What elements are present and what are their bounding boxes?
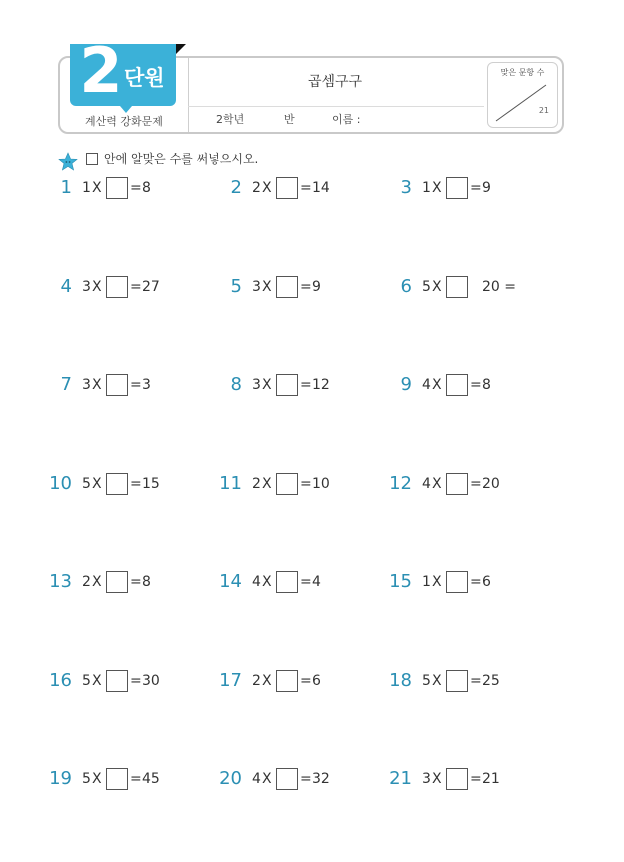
times-sign: X [432,574,442,590]
equals-sign: = [130,673,142,689]
multiplicand: 3 [82,279,91,295]
answer-box[interactable] [106,473,128,495]
instruction-text: 안에 알맞은 수를 써넣으시오. [104,152,259,166]
times-sign: X [262,476,272,492]
multiplicand: 5 [422,673,431,689]
answer-box[interactable] [446,276,468,298]
equals-sign: = [300,377,312,393]
problem-20 [219,766,392,792]
equals-sign: = [130,476,142,492]
page-title: 곱셈구구 [307,74,363,90]
problem-number: 19 [49,768,72,789]
product: 3 [142,377,151,393]
problem-8 [222,372,392,398]
problem-6 [392,274,562,300]
multiplicand: 5 [82,673,91,689]
times-sign: X [262,377,272,393]
times-sign: X [92,771,102,787]
problem-number: 15 [389,571,412,592]
equals-sign: = [300,771,312,787]
unit-badge-pointer [120,106,132,113]
problem-number: 4 [60,276,72,297]
problem-number: 20 [219,768,242,789]
answer-box[interactable] [106,177,128,199]
product: 9 [312,279,321,295]
class-label: 반 [284,113,295,126]
problem-number: 16 [49,670,72,691]
multiplicand: 5 [82,476,91,492]
multiplicand: 1 [422,574,431,590]
name-label: 이름 : [332,113,361,126]
problem-number: 13 [49,571,72,592]
equals-sign: = [300,574,312,590]
problem-2 [222,175,392,201]
equals-sign: = [300,476,312,492]
multiplicand: 4 [252,771,261,787]
product: 32 [312,771,330,787]
times-sign: X [432,673,442,689]
equals-sign: = [300,673,312,689]
answer-box-sample [86,153,98,165]
multiplicand: 1 [422,180,431,196]
answer-box[interactable] [446,670,468,692]
multiplicand: 3 [82,377,91,393]
times-sign: X [262,771,272,787]
problem-number: 12 [389,473,412,494]
product: 9 [482,180,491,196]
problem-9 [392,372,562,398]
problem-3 [392,175,562,201]
equals-sign: = [470,771,482,787]
multiplicand: 2 [82,574,91,590]
problem-4 [52,274,222,300]
unit-badge-fold [176,44,186,54]
times-sign: X [432,279,442,295]
problem-number: 8 [230,374,242,395]
times-sign: X [92,673,102,689]
multiplicand: 3 [252,377,261,393]
times-sign: X [92,180,102,196]
answer-box[interactable] [276,571,298,593]
multiplicand: 2 [252,673,261,689]
answer-box[interactable] [106,571,128,593]
times-sign: X [92,476,102,492]
product: 10 [312,476,330,492]
multiplicand: 1 [82,180,91,196]
product: 21 [482,771,500,787]
multiplicand: 3 [422,771,431,787]
times-sign: X [92,377,102,393]
score-total: 21 [538,106,549,115]
multiplicand: 4 [252,574,261,590]
times-sign: X [262,180,272,196]
problem-number: 10 [49,473,72,494]
problem-12 [389,471,562,497]
product: 30 [142,673,160,689]
multiplicand: 5 [422,279,431,295]
answer-box[interactable] [106,276,128,298]
problem-17 [219,668,392,694]
product: 8 [142,574,151,590]
equals-sign: = [470,574,482,590]
problem-7 [52,372,222,398]
answer-box[interactable] [446,177,468,199]
problem-1 [52,175,222,201]
multiplicand: 4 [422,476,431,492]
problem-21 [389,766,562,792]
problem-11 [219,471,392,497]
problem-14 [219,569,392,595]
equals-sign: = [470,180,482,196]
product: 8 [482,377,491,393]
answer-box[interactable] [276,670,298,692]
equals-sign: = [130,279,142,295]
answer-box[interactable] [276,473,298,495]
product: 15 [142,476,160,492]
problem-number: 9 [400,374,412,395]
problem-15 [389,569,562,595]
answer-box[interactable] [276,768,298,790]
equals-sign: = [130,377,142,393]
answer-box[interactable] [106,670,128,692]
product: 4 [312,574,321,590]
equals-sign: = [130,574,142,590]
problem-18 [389,668,562,694]
score-label: 맞은 문항 수 [500,68,545,77]
problem-number: 17 [219,670,242,691]
problem-number: 1 [60,177,72,198]
problem-number: 2 [230,177,242,198]
answer-box[interactable] [446,374,468,396]
answer-box[interactable] [106,374,128,396]
problem-19 [49,766,222,792]
score-box [487,62,558,128]
unit-word: 단원 [124,66,165,90]
times-sign: X [92,279,102,295]
problem-number: 11 [219,473,242,494]
answer-box[interactable] [446,571,468,593]
header-divider [188,106,484,107]
problem-5 [222,274,392,300]
product: 6 [312,673,321,689]
times-sign: X [432,377,442,393]
problem-number: 3 [400,177,412,198]
problem-number: 14 [219,571,242,592]
problem-number: 18 [389,670,412,691]
equals-sign: 20 = [482,279,516,295]
product: 14 [312,180,330,196]
times-sign: X [262,279,272,295]
equals-sign: = [470,476,482,492]
multiplicand: 3 [252,279,261,295]
equals-sign: = [470,673,482,689]
product: 25 [482,673,500,689]
equals-sign: = [130,771,142,787]
header-divider [188,58,189,132]
answer-box[interactable] [446,768,468,790]
answer-box[interactable] [276,177,298,199]
product: 12 [312,377,330,393]
times-sign: X [432,180,442,196]
unit-number: 2 [79,34,123,107]
product: 8 [142,180,151,196]
times-sign: X [262,673,272,689]
times-sign: X [432,771,442,787]
equals-sign: = [300,279,312,295]
product: 20 [482,476,500,492]
multiplicand: 5 [82,771,91,787]
problem-13 [49,569,222,595]
product: 45 [142,771,160,787]
times-sign: X [262,574,272,590]
problem-number: 6 [400,276,412,297]
times-sign: X [432,476,442,492]
problem-16 [49,668,222,694]
grade-label: 2학년 [216,113,245,126]
answer-box[interactable] [106,768,128,790]
answer-box[interactable] [276,276,298,298]
star-icon [58,152,78,172]
problem-number: 7 [60,374,72,395]
product: 27 [142,279,160,295]
problem-10 [49,471,222,497]
equals-sign: = [470,377,482,393]
product: 6 [482,574,491,590]
problem-number: 5 [230,276,242,297]
times-sign: X [92,574,102,590]
multiplicand: 2 [252,476,261,492]
multiplicand: 2 [252,180,261,196]
multiplicand: 4 [422,377,431,393]
answer-box[interactable] [446,473,468,495]
unit-subtitle: 계산력 강화문제 [85,115,163,128]
problem-number: 21 [389,768,412,789]
equals-sign: = [300,180,312,196]
answer-box[interactable] [276,374,298,396]
equals-sign: = [130,180,142,196]
